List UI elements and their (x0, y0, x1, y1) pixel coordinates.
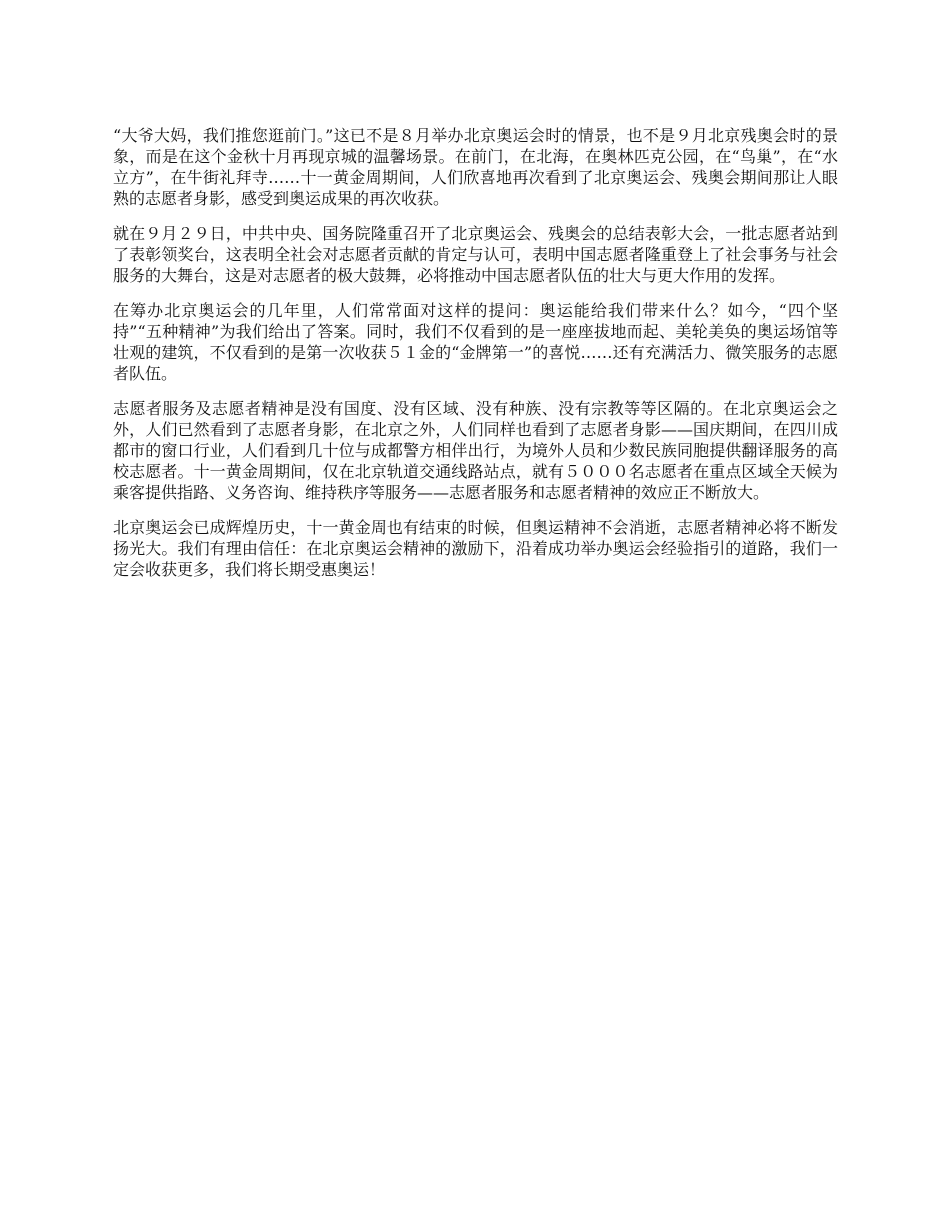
paragraph-5: 北京奥运会已成辉煌历史，十一黄金周也有结束的时候，但奥运精神不会消逝，志愿者精神必将不断发扬光大。我们有理由信任：在北京奥运会精神的激励下，沿着成功举办奥运会经验指引的道路，我们一定会收获更多，我们将长期受惠奥运！ (113, 518, 838, 579)
paragraph-2: 就在９月２９日，中共中央、国务院隆重召开了北京奥运会、残奥会的总结表彰大会，一批志愿者站到了表彰领奖台，这表明全社会对志愿者贡献的肯定与认可，表明中国志愿者隆重登上了社会事务与社会服务的大舞台，这是对志愿者的极大鼓舞，必将推动中国志愿者队伍的壮大与更大作用的发挥。 (113, 224, 838, 285)
paragraph-4: 志愿者服务及志愿者精神是没有国度、没有区域、没有种族、没有宗教等等区隔的。在北京奥运会之外，人们已然看到了志愿者身影，在北京之外，人们同样也看到了志愿者身影——国庆期间，在四川成都市的窗口行业，人们看到几十位与成都警方相伴出行，为境外人员和少数民族同胞提供翻译服务的高校志愿者。十一黄金周期间，仅在北京轨道交通线路站点，就有５０００名志愿者在重点区域全天候为乘客提供指路、义务咨询、维持秩序等服务——志愿者服务和志愿者精神的效应正不断放大。 (113, 399, 838, 502)
article-body (113, 125, 838, 580)
paragraph-1: “大爷大妈，我们推您逛前门。”这已不是８月举办北京奥运会时的情景，也不是９月北京残奥会时的景象，而是在这个金秋十月再现京城的温馨场景。在前门，在北海，在奥林匹克公园，在“鸟巢”，在“水立方”，在牛街礼拜寺……十一黄金周期间，人们欣喜地再次看到了北京奥运会、残奥会期间那让人眼熟的志愿者身影，感受到奥运成果的再次收获。 (113, 126, 838, 208)
paragraph-3: 在筹办北京奥运会的几年里，人们常常面对这样的提问：奥运能给我们带来什么？如今，“四个坚持”“五种精神”为我们给出了答案。同时，我们不仅看到的是一座座拔地而起、美轮美奂的奥运场馆等壮观的建筑，不仅看到的是第一次收获５１金的“金牌第一”的喜悦……还有充满活力、微笑服务的志愿者队伍。 (113, 301, 838, 383)
